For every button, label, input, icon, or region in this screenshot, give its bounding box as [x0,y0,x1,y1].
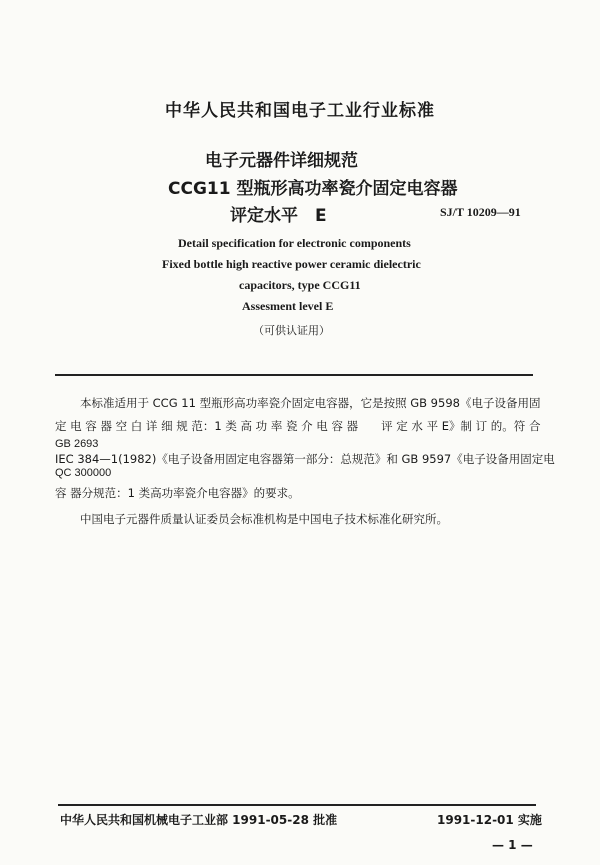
english-title-line: Detail specification for electronic components [178,236,411,250]
body-line: IEC 384—1(1982)《电子设备用固定电容器第一部分：总规范》和 GB 9597《电子设备用固定电 [55,452,555,466]
body-line: GB 2693 [55,438,99,450]
standard-code: SJ/T 10209—91 [440,205,521,219]
body-line: QC 300000 [55,467,112,479]
certification-note: （可供认证用） [253,324,330,337]
body-line: 容 器分规范：1 类高功率瓷介电容器》的要求。 [55,486,300,500]
approval-date: 中华人民共和国机械电子工业部 1991-05-28 批准 [60,813,338,827]
bottom-divider [58,804,536,806]
implementation-date: 1991-12-01 实施 [437,813,542,827]
english-title-line: Fixed bottle high reactive power ceramic dielectric [162,257,421,271]
page-number: — 1 — [492,838,533,852]
body-line: 中国电子元器件质量认证委员会标准机构是中国电子技术标准化研究所。 [80,512,448,526]
body-line: 定 电 容 器 空 白 详 细 规 范：1 类 高 功 率 瓷 介 电 容 器 评 定 水 平 E》制 订 的。符 合 [55,419,541,433]
standard-header: 中华人民共和国电子工业行业标准 [165,101,435,121]
english-title-line: capacitors, type CCG11 [239,278,361,292]
title-line-2: CCG11 型瓶形高功率瓷介固定电容器 [168,179,458,199]
body-line: 本标准适用于 CCG 11 型瓶形高功率瓷介固定电容器，它是按照 GB 9598《电子设备用固 [80,396,541,410]
top-divider [55,374,533,376]
english-title-line: Assesment level E [242,299,334,313]
title-line-3: 评定水平 E [230,206,327,226]
title-line-1: 电子元器件详细规范 [205,151,358,171]
